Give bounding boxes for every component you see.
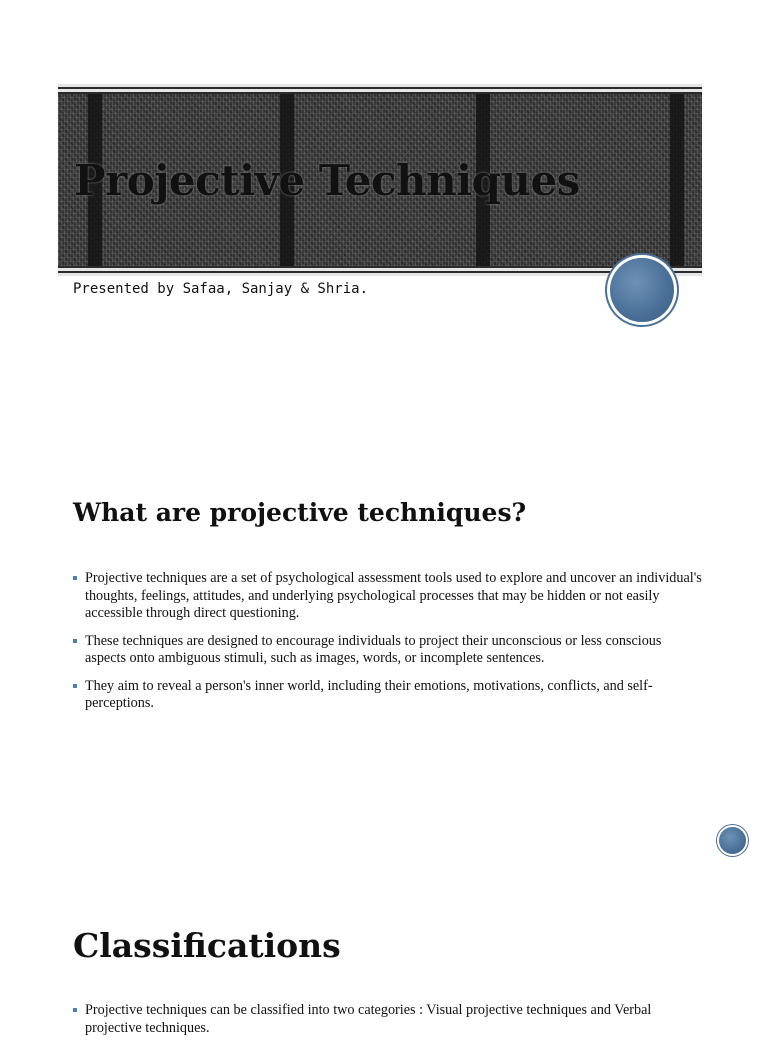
list-item xyxy=(73,570,703,623)
slide-title: Projective Techniques xyxy=(74,156,580,205)
banner-band xyxy=(670,94,684,266)
list-item xyxy=(73,633,703,668)
square-bullet-icon xyxy=(73,576,77,580)
banner-top-rule xyxy=(58,84,702,87)
square-bullet-icon xyxy=(73,684,77,688)
decorative-circle-icon xyxy=(610,258,674,322)
slide-subtitle: Presented by Safaa, Sanjay & Shria. xyxy=(73,281,369,297)
decorative-circle-icon xyxy=(719,827,746,854)
slide-heading: What are projective techniques? xyxy=(73,498,527,527)
banner-bottom-rule-2 xyxy=(58,273,702,276)
square-bullet-icon xyxy=(73,1008,77,1012)
list-item-text: These techniques are designed to encourage individuals to project their unconscious or less conscious aspects onto ambiguous stimuli, such as images, words, or incomplete sentences. xyxy=(85,632,662,666)
list-item xyxy=(73,678,703,713)
square-bullet-icon xyxy=(73,639,77,643)
classifications-slide xyxy=(0,860,768,1036)
bullet-list xyxy=(73,570,703,723)
definition-slide xyxy=(0,440,768,860)
list-item-text: Projective techniques are a set of psychological assessment tools used to explore and uncover an individual's thoughts, feelings, attitudes, and underlying psychological processes that may be hidden or not easily accessible through direct questioning. xyxy=(85,570,702,621)
bullet-list xyxy=(73,1002,703,1047)
banner-top-rule-2 xyxy=(58,89,702,92)
list-item-text: Projective techniques can be classified into two categories : Visual projective techniques and Verbal projective techniques. xyxy=(85,1002,652,1036)
banner-bottom-rule xyxy=(58,268,702,271)
list-item xyxy=(73,1002,703,1037)
slide-heading: Classifications xyxy=(73,926,341,965)
title-slide xyxy=(0,0,768,440)
list-item-text: They aim to reveal a person's inner world, including their emotions, motivations, conflicts, and self-perceptions. xyxy=(85,677,653,711)
